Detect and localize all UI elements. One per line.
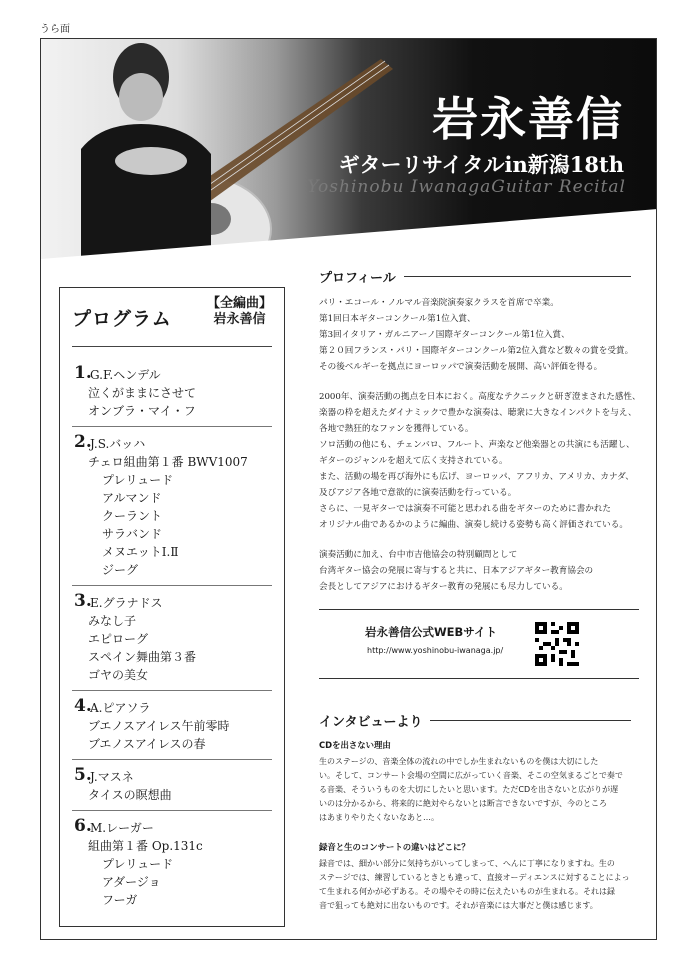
program-divider (72, 810, 272, 811)
interview-section (319, 709, 639, 913)
interview-answer-line: る音楽、そういうものを大切にしたいと思います。ただCDを出さないと広がりが遅 (319, 785, 619, 794)
piece-title: みなし子 (88, 614, 137, 628)
program-item (60, 591, 284, 684)
composer-name: E.グラナドス (90, 596, 163, 610)
piece-title: スペイン舞曲第３番 (88, 650, 197, 664)
profile-paragraph (319, 389, 639, 533)
right-column (319, 265, 639, 913)
profile-line: ソロ活動の他にも、チェンバロ、フルート、声楽など他楽器との共演にも活躍し、 (319, 440, 635, 450)
interview-answer-line: 生のステージの、音楽全体の流れの中でしか生まれないものを僕は大切にした (319, 757, 599, 766)
profile-line: オリジナル曲であるかのように編曲、演奏し続ける姿勢も高く評価されている。 (319, 520, 628, 530)
program-list (60, 363, 284, 909)
profile-line: 第3回イタリア・ガルニアーノ国際ギターコンクール第1位入賞、 (319, 330, 570, 340)
movement-title: ジーグ (102, 563, 139, 577)
program-item (60, 765, 284, 804)
arrangement-note (207, 296, 272, 328)
movement-title: プレリュード (102, 857, 174, 871)
interview-answer (319, 857, 639, 913)
program-divider (72, 759, 272, 760)
interview-heading (319, 709, 639, 729)
program-header (60, 288, 284, 364)
arrangement-note-line2: 岩永善信 (213, 312, 266, 327)
piece-title: オンブラ・マイ・フ (88, 404, 196, 418)
profile-line: 2000年、演奏活動の拠点を日本におく。高度なテクニックと研ぎ澄まされた感性、 (319, 392, 641, 402)
program-divider (72, 585, 272, 586)
website-url[interactable]: http://www.yoshinobu-iwanaga.jp/ (367, 646, 504, 655)
profile-line: 及びアジア各地で意欲的に演奏活動を行っている。 (319, 488, 517, 498)
piece-title: エピローグ (88, 632, 149, 646)
profile-paragraph (319, 547, 639, 595)
interview-heading-label: インタビューより (319, 711, 430, 730)
profile-line: 会長としてアジアにおけるギター教育の発展にも尽力している。 (319, 582, 568, 592)
profile-line: 各地で熱狂的なファンを獲得している。 (319, 424, 474, 434)
movement-title: フーガ (102, 893, 138, 907)
program-item (60, 432, 284, 579)
movement-title: クーラント (102, 509, 163, 523)
website-box (319, 609, 639, 679)
profile-line: その後ベルギーを拠点にヨーロッパで演奏活動を展開、高い評価を得る。 (319, 362, 603, 372)
piece-title: 組曲第１番 Op.131c (88, 839, 203, 853)
profile-line: 第1回日本ギターコンクール第1位入賞、 (319, 314, 476, 324)
piece-title: ブエノスアイレス午前零時 (88, 719, 230, 733)
piece-title: ゴヤの美女 (88, 668, 149, 682)
interview-answer-line: 録音では、細かい部分に気持ちがいってしまって、へんに丁寧になりますね。生の (319, 859, 615, 868)
program-divider (72, 690, 272, 691)
piece-title: チェロ組曲第１番 BWV1007 (88, 455, 248, 469)
program-item (60, 363, 284, 420)
movement-title: アルマンド (102, 491, 162, 505)
profile-text (319, 295, 639, 595)
composer-name: J.マスネ (90, 770, 134, 784)
profile-heading (319, 265, 639, 285)
program-title: プログラム (72, 308, 172, 330)
program-box (59, 287, 285, 927)
recital-roman-title: Yoshinobu IwanagaGuitar Recital (307, 177, 626, 197)
composer-name: J.S.バッハ (90, 437, 146, 451)
program-item-number: 6. (74, 816, 92, 836)
profile-line: 演奏活動に加え、台中市吉他協会の特別顧問として (319, 550, 518, 560)
program-item-number: 1. (74, 363, 92, 383)
interview-answer-line: いのは分かるから、将来的に絶対やらないとは断言できないですが、今のところ (319, 799, 607, 808)
composer-name: A.ピアソラ (90, 701, 151, 715)
program-item-number: 4. (74, 696, 92, 716)
performer-name-title: 岩永善信 (432, 92, 624, 146)
piece-title: 泣くがままにさせて (88, 386, 197, 400)
interview-answer-line: ステージでは、練習しているときとも違って、直接オーディエンスに対することによっ (319, 873, 630, 882)
program-divider (72, 426, 272, 427)
movement-title: アダージョ (102, 875, 161, 889)
profile-line: 第２０回フランス・パリ・国際ギターコンクール第2位入賞など数々の賞を受賞。 (319, 346, 634, 356)
profile-line: 台湾ギター協会の発展に寄与すると共に、日本アジアギター教育協会の (319, 566, 594, 576)
website-title: 岩永善信公式WEBサイト (365, 625, 497, 639)
composer-name: G.F.ヘンデル (90, 368, 161, 382)
recital-subtitle: ギターリサイタルin新潟18th (338, 152, 624, 177)
interview-question: 録音と生のコンサートの違いはどこに？ (319, 842, 470, 852)
header-banner (41, 39, 657, 259)
composer-name: M.レーガー (90, 821, 154, 835)
arrangement-note-line1: 【全編曲】 (206, 296, 272, 311)
profile-line: パリ・エコール・ノルマル音楽院演奏家クラスを首席で卒業。 (319, 298, 559, 308)
profile-line: さらに、一見ギターでは演奏不可能と思われる曲をギターのために書かれた (319, 504, 612, 514)
profile-line: また、活動の場を再び海外にも広げ、ヨーロッパ、アフリカ、アメリカ、カナダ、 (319, 472, 634, 482)
program-rule (72, 346, 272, 347)
interview-items (319, 739, 639, 913)
profile-paragraph (319, 295, 639, 375)
piece-title: タイスの瞑想曲 (88, 788, 172, 802)
movement-title: サラバンド (102, 527, 163, 541)
interview-question: CDを出さない理由 (319, 740, 391, 750)
interview-answer-line: い。そして、コンサート会場の空間に広がっていく音楽、そこの空気まるごとで奏で (319, 771, 623, 780)
profile-line: ギターのジャンルを超えて広く支持されている。 (319, 456, 508, 466)
interview-answer (319, 755, 639, 825)
movement-title: プレリュード (102, 473, 174, 487)
program-item (60, 816, 284, 909)
flyer-sheet (40, 38, 657, 940)
profile-heading-label: プロフィール (319, 267, 404, 286)
interview-answer-line: 音で狙っても絶対に出ないものです。それが音楽には大事だと僕は感じます。 (319, 901, 598, 910)
page-side-label: うら面 (40, 24, 70, 35)
piece-title: ブエノスアイレスの春 (88, 737, 206, 751)
profile-line: 楽器の枠を超えたダイナミックで豊かな演奏は、聴衆に大きなインパクトを与え、 (319, 408, 637, 418)
program-item-number: 3. (74, 591, 92, 611)
interview-answer-line: はあまりやりたくないなあと…。 (319, 813, 439, 822)
interview-answer-line: て生まれる何かが必ずある。その場やその時に伝えたいものが生まれる。それは録 (319, 887, 615, 896)
program-item (60, 696, 284, 753)
program-item-number: 5. (74, 765, 92, 785)
movement-title: メヌエットⅠ.Ⅱ (102, 545, 179, 559)
program-item-number: 2. (74, 432, 92, 452)
qr-code-icon[interactable] (535, 622, 579, 666)
